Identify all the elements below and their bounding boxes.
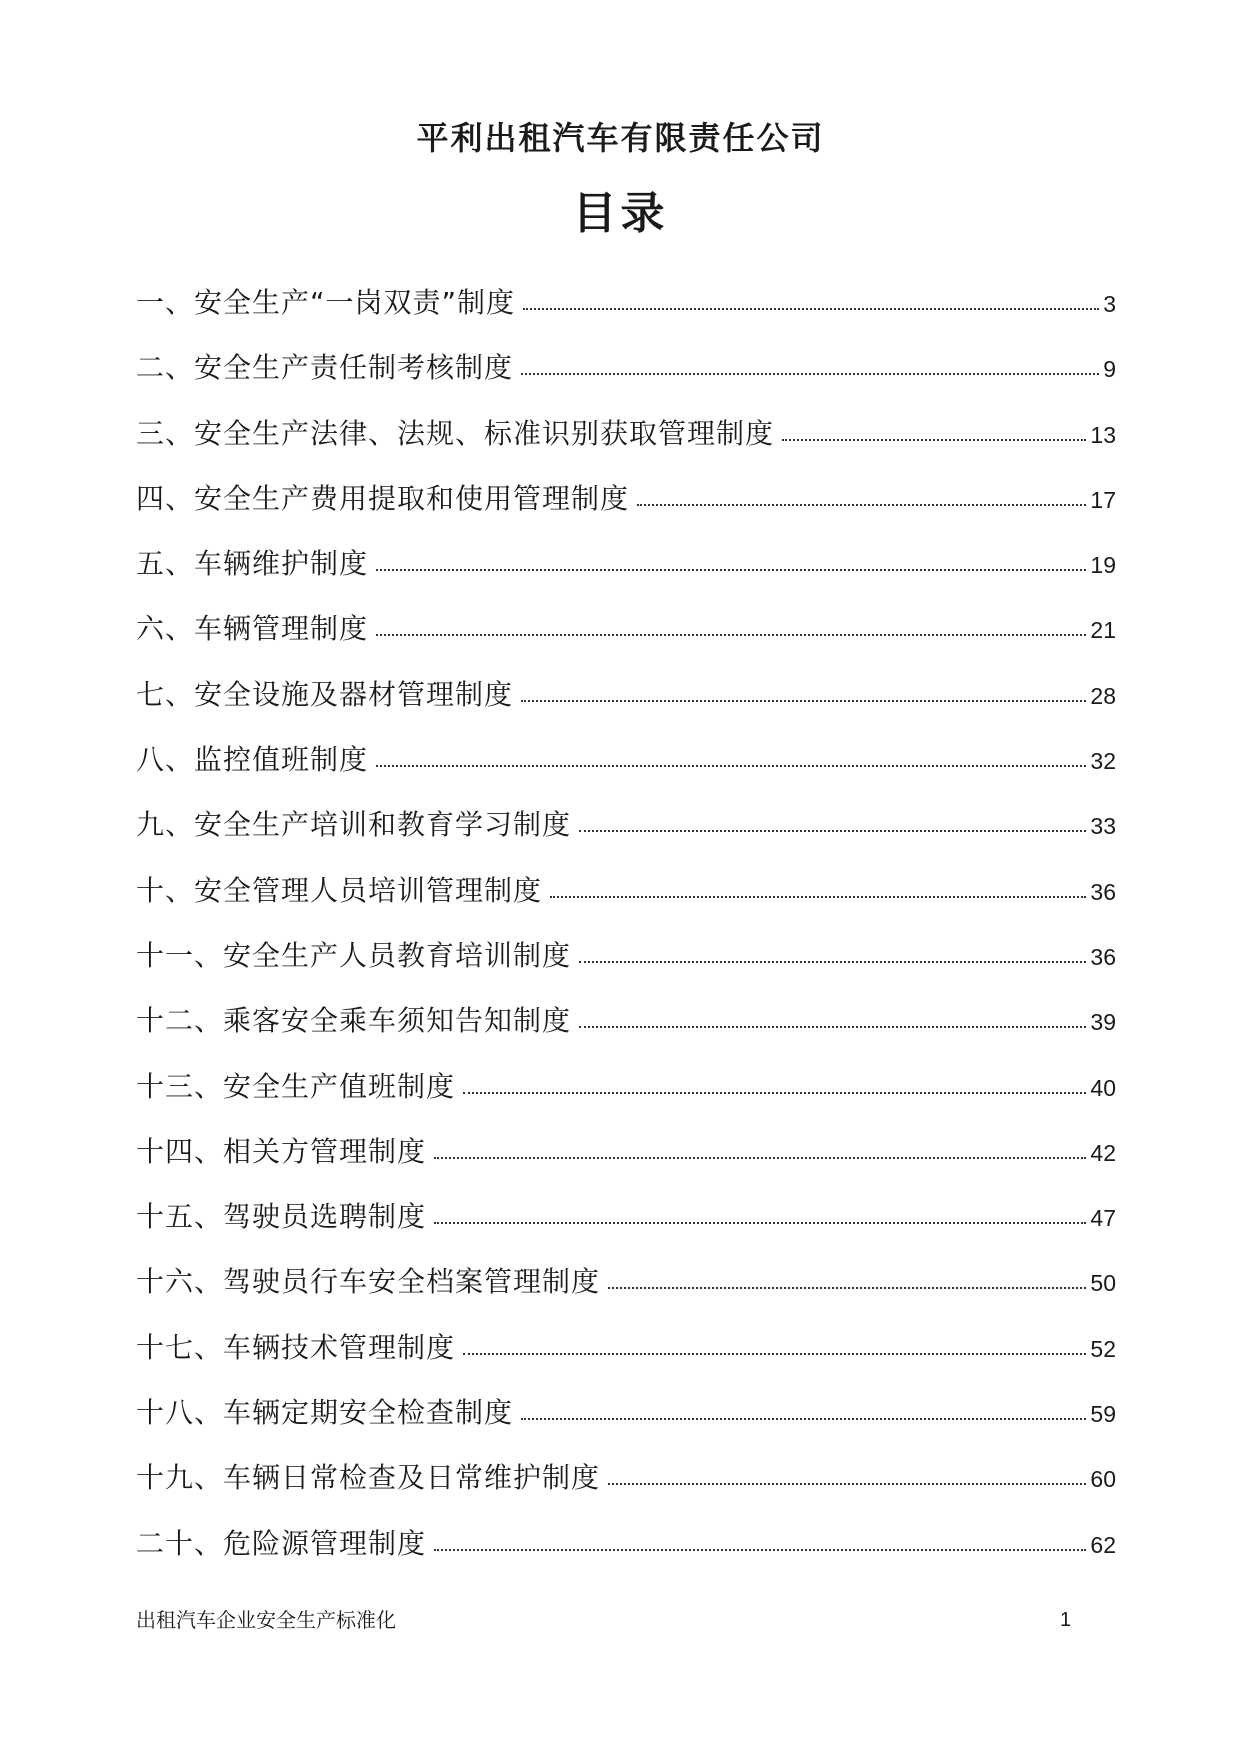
- toc-dot-leader: [376, 634, 1086, 636]
- toc-entry-label: 十六、驾驶员行车安全档案管理制度: [136, 1265, 601, 1299]
- toc-dot-leader: [608, 1287, 1086, 1289]
- toc-entry[interactable]: [136, 348, 1116, 413]
- toc-dot-leader: [463, 1092, 1086, 1094]
- toc-dot-leader: [521, 1418, 1086, 1420]
- toc-dot-leader: [376, 765, 1086, 767]
- toc-entry[interactable]: [136, 740, 1116, 805]
- toc-dot-leader: [521, 700, 1086, 702]
- toc-entry[interactable]: [136, 871, 1116, 936]
- company-name: 平利出租汽车有限责任公司: [416, 119, 825, 157]
- toc-entry-label: 十五、驾驶员选聘制度: [136, 1200, 427, 1234]
- toc-entry[interactable]: [136, 283, 1116, 348]
- toc-dot-leader: [463, 1353, 1086, 1355]
- toc-dot-leader: [523, 308, 1099, 310]
- toc-entry-label: 十、安全管理人员培训管理制度: [136, 873, 543, 907]
- toc-entry-label: 三、安全生产法律、法规、标准识别获取管理制度: [136, 416, 775, 450]
- toc-entry-page: 28: [1090, 682, 1116, 709]
- footer-page-number: 1: [1060, 1609, 1072, 1631]
- toc-entry-label: 五、车辆维护制度: [136, 547, 369, 581]
- toc-dot-leader: [376, 569, 1086, 571]
- toc-dot-leader: [434, 1549, 1086, 1551]
- toc-entry[interactable]: [136, 1458, 1116, 1523]
- footer-text: 出租汽车企业安全生产标准化: [136, 1608, 396, 1632]
- toc-entry-page: 40: [1090, 1074, 1116, 1101]
- toc-dot-leader: [637, 504, 1086, 506]
- table-of-contents: [136, 283, 1116, 1589]
- toc-entry[interactable]: [136, 479, 1116, 544]
- toc-entry-label: 十三、安全生产值班制度: [136, 1069, 456, 1103]
- toc-dot-leader: [434, 1222, 1086, 1224]
- toc-entry-label: 一、安全生产“一岗双责”制度: [136, 286, 516, 319]
- toc-entry[interactable]: [136, 1328, 1116, 1393]
- toc-entry[interactable]: [136, 1393, 1116, 1458]
- toc-dot-leader: [608, 1483, 1086, 1485]
- toc-entry-page: 39: [1090, 1009, 1116, 1036]
- toc-dot-leader: [579, 961, 1086, 963]
- toc-dot-leader: [782, 439, 1086, 441]
- toc-entry[interactable]: [136, 805, 1116, 870]
- toc-entry-page: 36: [1090, 878, 1116, 905]
- toc-entry[interactable]: [136, 1197, 1116, 1262]
- toc-entry-page: 19: [1090, 552, 1116, 579]
- toc-dot-leader: [550, 896, 1086, 898]
- toc-entry[interactable]: [136, 609, 1116, 674]
- toc-entry[interactable]: [136, 1262, 1116, 1327]
- toc-entry-label: 十四、相关方管理制度: [136, 1134, 427, 1168]
- toc-entry-page: 9: [1103, 356, 1116, 383]
- toc-entry-label: 六、车辆管理制度: [136, 612, 369, 646]
- toc-entry-label: 十一、安全生产人员教育培训制度: [136, 938, 572, 972]
- toc-entry-page: 32: [1090, 748, 1116, 775]
- toc-entry[interactable]: [136, 414, 1116, 479]
- toc-entry[interactable]: [136, 1524, 1116, 1589]
- toc-entry-page: 62: [1090, 1531, 1116, 1558]
- toc-entry-label: 十七、车辆技术管理制度: [136, 1330, 456, 1364]
- toc-entry-page: 60: [1090, 1466, 1116, 1493]
- toc-entry-page: 50: [1090, 1270, 1116, 1297]
- toc-entry[interactable]: [136, 1067, 1116, 1132]
- toc-entry-label: 九、安全生产培训和教育学习制度: [136, 808, 572, 842]
- toc-entry-label: 七、安全设施及器材管理制度: [136, 677, 514, 711]
- toc-entry-label: 十八、车辆定期安全检查制度: [136, 1396, 514, 1430]
- toc-entry-page: 36: [1090, 943, 1116, 970]
- toc-entry-page: 17: [1090, 486, 1116, 513]
- toc-entry[interactable]: [136, 1132, 1116, 1197]
- toc-entry[interactable]: [136, 936, 1116, 1001]
- toc-entry-page: 42: [1090, 1139, 1116, 1166]
- toc-entry-label: 二、安全生产责任制考核制度: [136, 351, 514, 385]
- toc-entry-page: 13: [1090, 421, 1116, 448]
- toc-dot-leader: [434, 1157, 1086, 1159]
- toc-entry-label: 十九、车辆日常检查及日常维护制度: [136, 1461, 601, 1495]
- toc-entry-page: 47: [1090, 1205, 1116, 1232]
- toc-entry-label: 八、监控值班制度: [136, 743, 369, 777]
- toc-entry-page: 21: [1090, 617, 1116, 644]
- toc-entry[interactable]: [136, 1001, 1116, 1066]
- toc-dot-leader: [579, 1026, 1086, 1028]
- toc-entry-page: 33: [1090, 813, 1116, 840]
- toc-entry-label: 四、安全生产费用提取和使用管理制度: [136, 481, 630, 515]
- toc-entry[interactable]: [136, 675, 1116, 740]
- toc-entry-page: 52: [1090, 1335, 1116, 1362]
- toc-entry-label: 二十、危险源管理制度: [136, 1526, 427, 1560]
- toc-entry-label: 十二、乘客安全乘车须知告知制度: [136, 1004, 572, 1038]
- toc-entry[interactable]: [136, 544, 1116, 609]
- toc-entry-page: 59: [1090, 1401, 1116, 1428]
- toc-entry-page: 3: [1103, 291, 1116, 317]
- page-title: 目录: [572, 188, 669, 239]
- toc-dot-leader: [579, 830, 1086, 832]
- toc-dot-leader: [521, 373, 1099, 375]
